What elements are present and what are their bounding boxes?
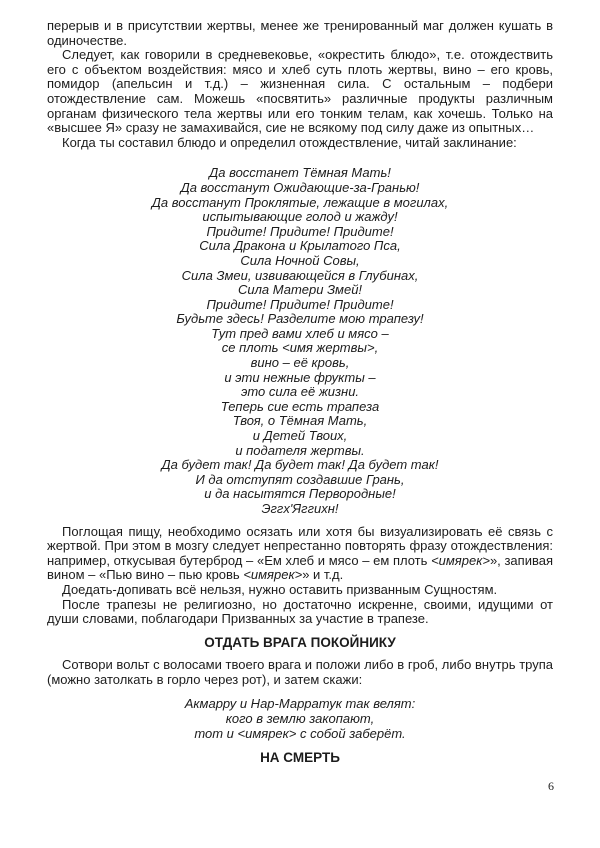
incantation-line: Да будет так! Да будет так! Да будет так! [161, 457, 439, 473]
paragraph-sotvori-volt: Сотвори вольт с волосами твоего врага и положи либо в гроб, либо внутрь трупа (можно затолкать в горло через рот), и затем скажи: [47, 657, 553, 687]
spell-line: кого в землю закопают, [225, 711, 375, 727]
incantation-line: и да насытятся Первородные! [204, 486, 396, 502]
incantation-line: И да отступят создавшие Грань, [195, 471, 405, 487]
incantation-line: Сила Ночной Совы, [240, 252, 360, 268]
paragraph-kogda-sostavil: Когда ты составил блюдо и определил отождествление, читай заклинание: [62, 134, 517, 150]
spell-verse [47, 697, 553, 741]
text-block [47, 19, 553, 774]
section-heading-na-smert: НА СМЕРТЬ [260, 750, 340, 766]
incantation-line: Будьте здесь! Разделите мою трапезу! [176, 311, 424, 327]
incantation-line: се плоть <имя жертвы>, [221, 340, 379, 356]
incantation-line: Сила Дракона и Крылатого Пса, [199, 238, 401, 254]
incantation-line: Сила Змеи, извивающейся в Глубинах, [181, 267, 419, 283]
incantation-line: Да восстанут Ожидающие-за-Гранью! [180, 179, 420, 195]
incantation-line: Да восстанут Проклятые, лежащие в могилах, [151, 194, 449, 210]
incantation-line: и подателя жертвы. [235, 442, 365, 458]
incantation-line: Да восстанет Тёмная Мать! [209, 165, 391, 181]
incantation-line: и Детей Твоих, [252, 428, 348, 444]
page-number: 6 [548, 779, 554, 793]
incantation-line: испытывающие голод и жажду! [202, 209, 398, 225]
incantation-line: Тут пред вами хлеб и мясо – [211, 325, 389, 341]
paragraph-pogloshchaya-text: » и т.д. [302, 567, 344, 583]
paragraph-continuation: перерыв и в присутствии жертвы, менее же тренированный маг должен кушать в одиночестве. [47, 18, 553, 48]
paragraph-posle-trapezy: После трапезы не религиозно, но достаточно искренне, своими, идущими от души словами, поблагодари Призванных за участие в трапезе. [47, 596, 553, 627]
incantation-line: Эггх'Яггихн! [261, 501, 339, 516]
incantation-line: вино – её кровь, [250, 355, 350, 371]
spell-line: Акмарру и Нар-Марратук так велят: [184, 696, 416, 712]
paragraph-pogloshchaya-text: », запивая вином – «Пью вино – пью кровь [47, 552, 553, 583]
paragraph-pogloshchaya-text: Поглощая пищу, необходимо осязать или хотя бы визуализировать её связь с жертвой. При этом в мозгу следует непрестанно повторять фразу отождествления: например, откусывая бутерброд – «Ем хлеб и мясо – ем плоть [47, 523, 553, 568]
spell-line: тот и <имярек> с собой заберёт. [194, 725, 406, 741]
incantation-verse [47, 166, 553, 516]
imyarek-placeholder: <имярек> [243, 567, 303, 583]
incantation-line: Придите! Придите! Придите! [206, 223, 394, 239]
incantation-line: Сила Матери Змей! [237, 282, 363, 298]
paragraph-pogloshchaya [47, 525, 553, 583]
paragraph-doedat: Доедать-допивать всё нельзя, нужно оставить призванным Сущностям. [62, 581, 498, 597]
section-heading-otdat-vraga: ОТДАТЬ ВРАГА ПОКОЙНИКУ [204, 634, 396, 650]
incantation-line: это сила её жизни. [240, 384, 360, 400]
incantation-line: и эти нежные фрукты – [224, 369, 376, 385]
incantation-line: Придите! Придите! Придите! [206, 296, 394, 312]
paragraph-okrestit-blyudo: Следует, как говорили в средневековье, «окрестить блюдо», т.е. отождествить его с объектом воздействия: мясо и хлеб суть плоть жертвы, вино – его кровь, помидор (апельсин и т.д.) – жизненная сила. С остальным – подбери отождествление сам. Можешь «посвятить» различные продукты различным органам физического тела жертвы или его тонким телам, как хочешь. Только на «высшее Я» сразу не замахивайся, сие не всякому под силу даже из опытных… [47, 47, 553, 136]
imyarek-placeholder: <имярек> [431, 552, 490, 568]
incantation-line: Твоя, о Тёмная Мать, [232, 413, 368, 429]
incantation-line: Теперь сие есть трапеза [220, 398, 380, 414]
